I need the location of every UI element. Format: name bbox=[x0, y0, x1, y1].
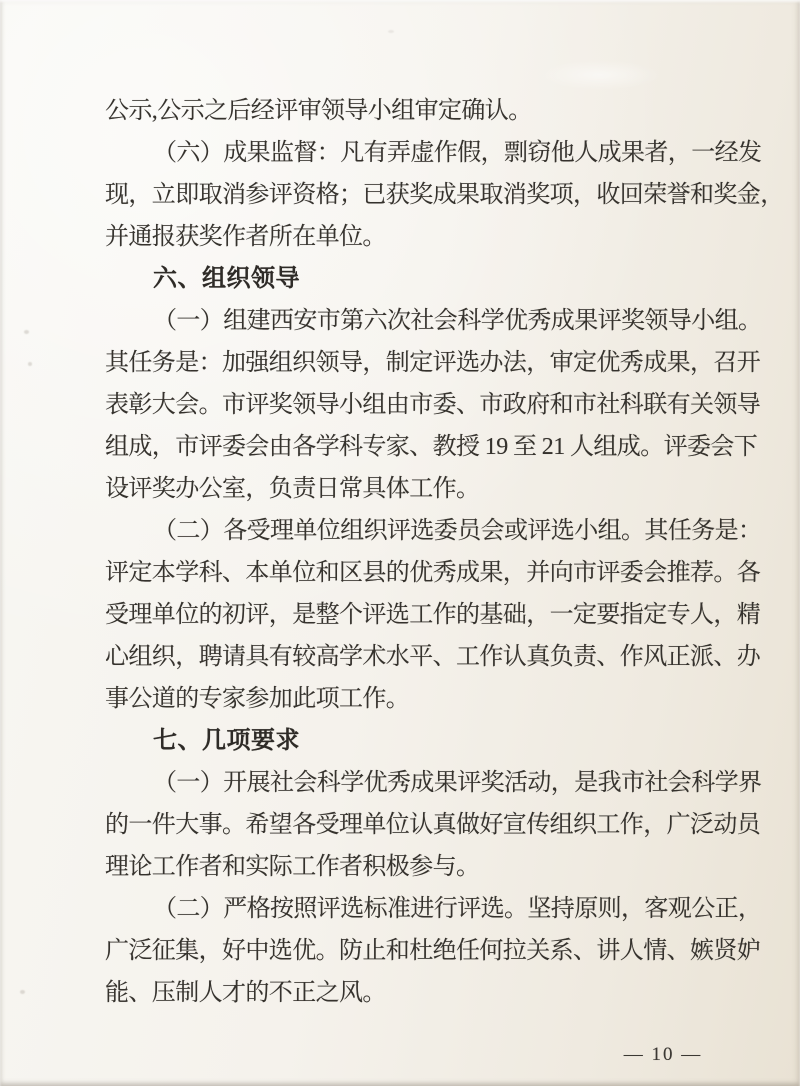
document-line: 能、压制人才的不正之风。 bbox=[105, 980, 386, 1006]
document-line: 心组织，聘请具有较高学术水平、工作认真负责、作风正派、办 bbox=[105, 644, 761, 670]
scan-speck bbox=[20, 990, 25, 994]
scan-speck bbox=[28, 362, 32, 366]
document-line: 并通报获奖作者所在单位。 bbox=[105, 224, 386, 250]
document-line: 现，立即取消参评资格；已获奖成果取消奖项，收回荣誉和奖金， bbox=[105, 182, 784, 208]
document-line: 理论工作者和实际工作者积极参与。 bbox=[105, 854, 480, 880]
document-line: 受理单位的初评，是整个评选工作的基础，一定要指定专人，精 bbox=[105, 602, 761, 628]
paragraph-start-line: （二）各受理单位组织评选委员会或评选小组。其任务是： bbox=[153, 518, 762, 544]
paper-crease-highlight bbox=[540, 60, 660, 90]
document-line: 其任务是：加强组织领导，制定评选办法，审定优秀成果，召开 bbox=[105, 350, 761, 376]
document-body bbox=[105, 90, 784, 1014]
paragraph-start-line: （一）开展社会科学优秀成果评奖活动，是我市社会科学界 bbox=[153, 770, 762, 796]
paragraph-start-line: （一）组建西安市第六次社会科学优秀成果评奖领导小组。 bbox=[153, 308, 762, 334]
scan-speck bbox=[388, 30, 394, 33]
section-heading-six: 六、组织领导 bbox=[153, 265, 300, 292]
paragraph-start-line: （二）严格按照评选标准进行评选。坚持原则，客观公正， bbox=[153, 896, 762, 922]
paragraph-start-line: （六）成果监督：凡有弄虚作假，剽窃他人成果者，一经发 bbox=[153, 140, 762, 166]
document-line: 组成，市评委会由各学科专家、教授 19 至 21 人组成。评委会下 bbox=[105, 434, 758, 460]
document-line: 事公道的专家参加此项工作。 bbox=[105, 686, 410, 712]
document-line: 设评奖办公室，负责日常具体工作。 bbox=[105, 476, 480, 502]
document-line: 的一件大事。希望各受理单位认真做好宣传组织工作，广泛动员 bbox=[105, 812, 761, 838]
document-line: 评定本学科、本单位和区县的优秀成果，并向市评委会推荐。各 bbox=[105, 560, 761, 586]
document-line: 公示,公示之后经评审领导小组审定确认。 bbox=[105, 98, 532, 124]
document-line: 广泛征集，好中选优。防止和杜绝任何拉关系、讲人情、嫉贤妒 bbox=[105, 938, 761, 964]
section-heading-seven: 七、几项要求 bbox=[153, 727, 300, 754]
page-number: — 10 — bbox=[623, 1044, 703, 1065]
scan-speck bbox=[24, 330, 29, 334]
document-line: 表彰大会。市评奖领导小组由市委、市政府和市社科联有关领导 bbox=[105, 392, 761, 418]
